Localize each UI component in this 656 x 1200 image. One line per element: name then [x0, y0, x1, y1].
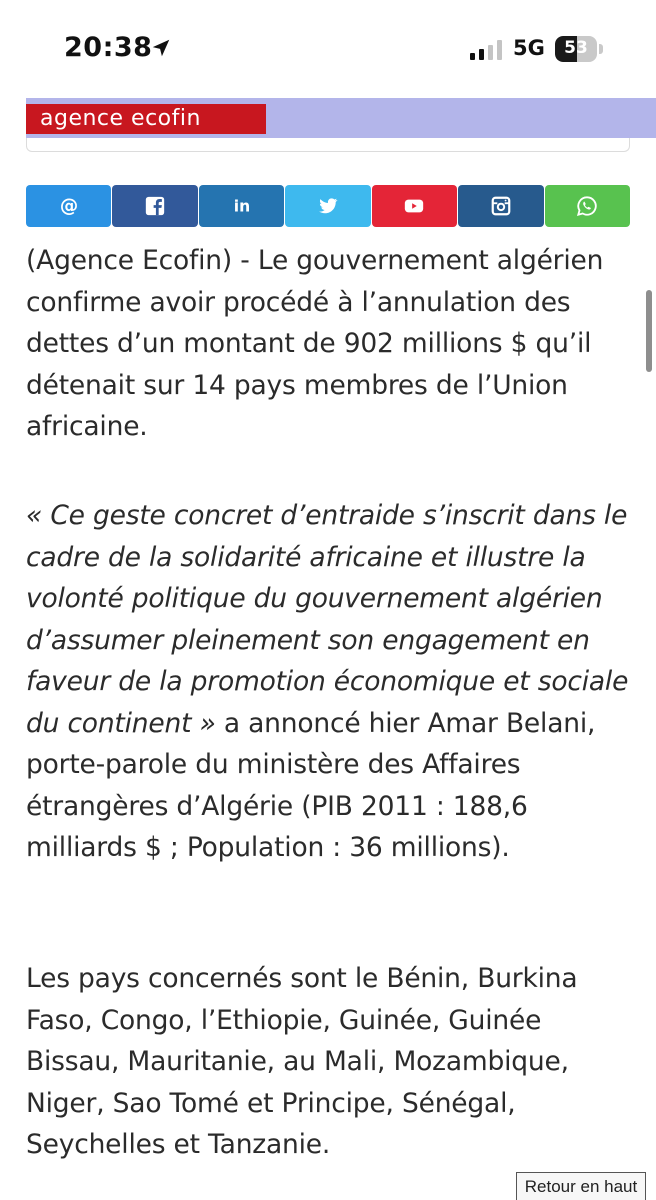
twitter-icon — [317, 195, 339, 217]
instagram-icon — [490, 195, 512, 217]
facebook-icon — [144, 195, 166, 217]
share-facebook-button[interactable] — [112, 185, 197, 227]
svg-text:in: in — [233, 197, 250, 216]
share-buttons — [26, 185, 630, 227]
battery-icon — [555, 36, 603, 62]
article-paragraph-1: (Agence Ecofin) - Le gouvernement algérien confirme avoir procédé à l’annulation des dettes d’un montant de 902 millions $ qu’il détenait sur 14 pays membres de l’Union africaine. — [26, 245, 604, 442]
network-type: 5G — [513, 36, 545, 60]
cellular-signal-icon — [470, 40, 504, 60]
whatsapp-icon — [576, 195, 598, 217]
share-youtube-button[interactable] — [372, 185, 457, 227]
quote-attribution: a annoncé hier Amar Belani, porte-parole du ministère des Affaires étrangères d’Algérie (PIB 2011 : 188,6 milliards $ ; Population : 36 millions). — [26, 707, 596, 863]
linkedin-icon — [231, 195, 253, 217]
quote-text: « Ce geste concret d’entraide s’inscrit dans le cadre de la solidarité africaine et illustre la volonté politique du gouvernement algérien d’assumer pleinement son engagement en faveur de la promotion économique et sociale du continent » — [26, 500, 629, 739]
share-twitter-button[interactable] — [285, 185, 370, 227]
battery-percent: 53 — [564, 38, 588, 58]
share-whatsapp-button[interactable] — [545, 185, 630, 227]
header-card-edge — [26, 138, 630, 152]
status-time: 20:38 — [64, 32, 153, 63]
status-bar — [0, 0, 656, 98]
article-paragraph-2 — [26, 495, 636, 869]
location-arrow-icon — [150, 37, 172, 59]
site-header — [26, 98, 656, 138]
youtube-icon — [403, 195, 425, 217]
agence-ecofin-logo[interactable]: agence ecofin — [26, 104, 266, 134]
share-linkedin-button[interactable] — [199, 185, 284, 227]
share-instagram-button[interactable] — [458, 185, 543, 227]
at-icon — [58, 195, 80, 217]
page-scrollbar[interactable] — [646, 290, 652, 372]
back-to-top-button[interactable]: Retour en haut — [516, 1172, 646, 1200]
share-email-button[interactable] — [26, 185, 111, 227]
article-paragraph-3: Les pays concernés sont le Bénin, Burkina Faso, Congo, l’Ethiopie, Guinée, Guinée Bissau, Mauritanie, au Mali, Mozambique, Niger, Sao Tomé et Principe, Sénégal, Seychelles et Tanzanie. — [26, 963, 578, 1160]
svg-text:@: @ — [59, 195, 78, 217]
